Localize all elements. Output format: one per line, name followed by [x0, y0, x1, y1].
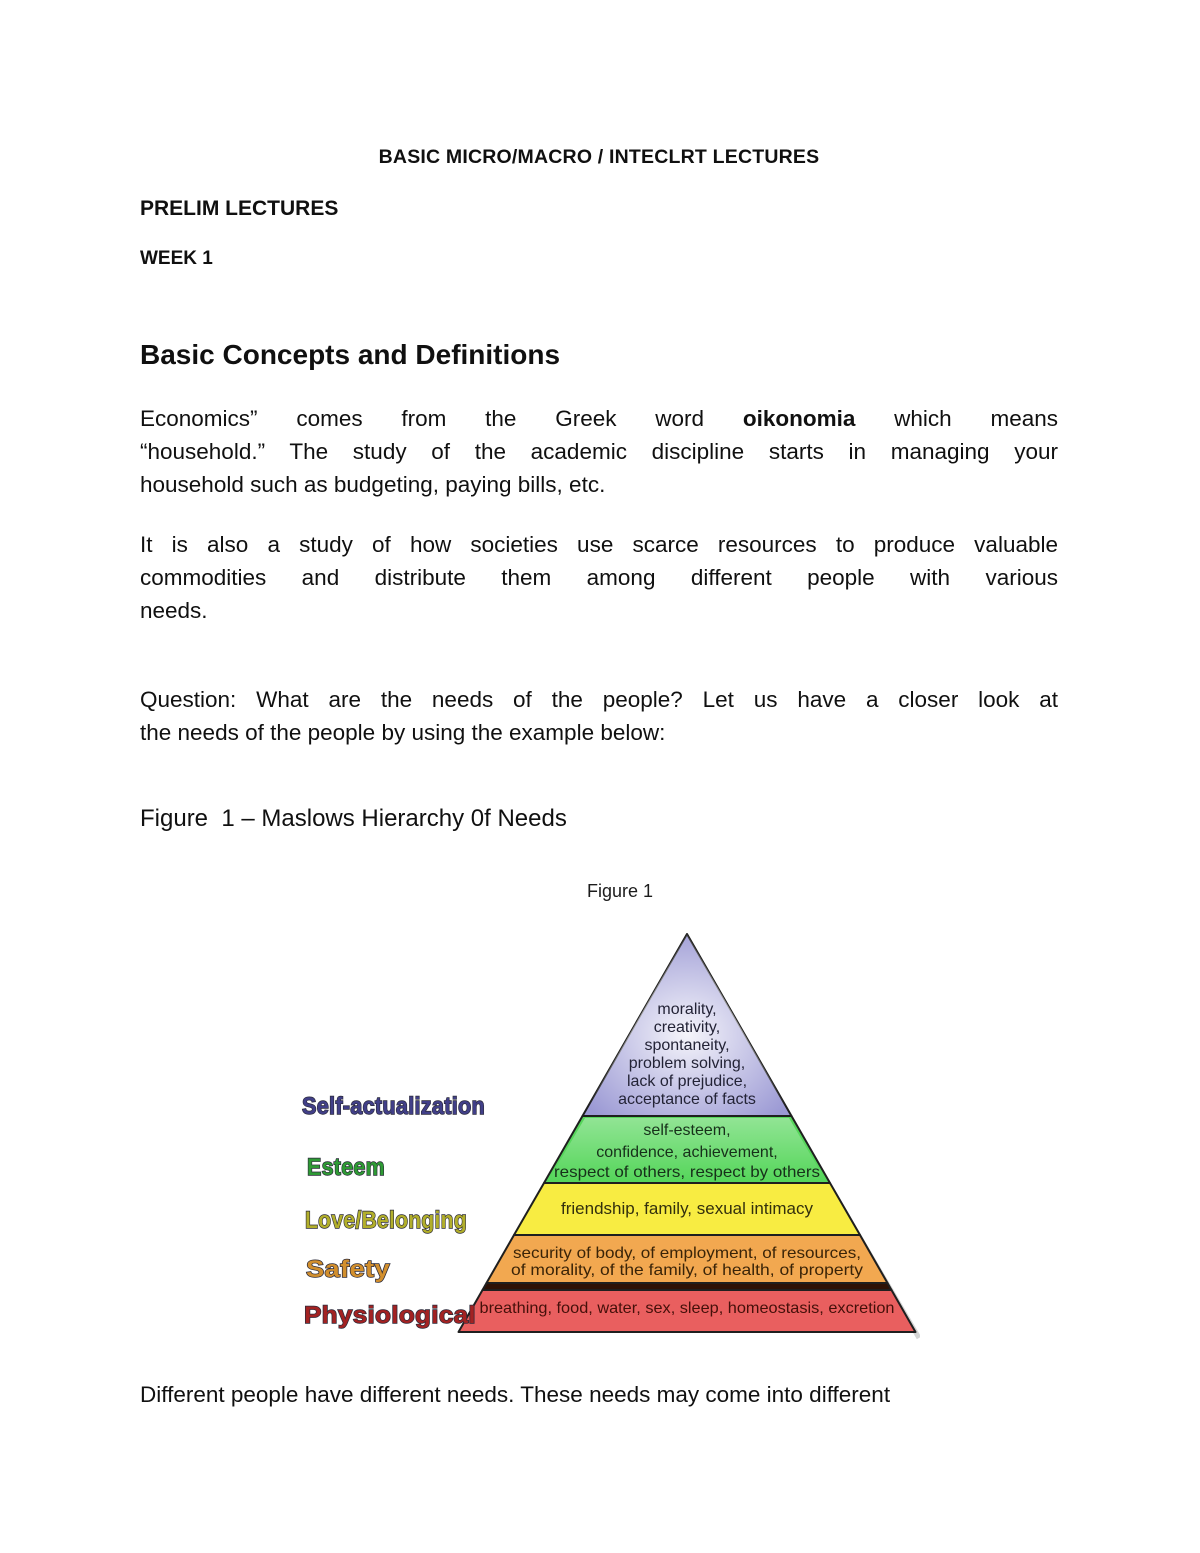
paragraph-line: needs.: [140, 598, 208, 623]
band-text-line: acceptance of facts: [618, 1091, 756, 1108]
maslow-pyramid-figure: [280, 862, 920, 1340]
paragraph-question: [140, 683, 1058, 749]
paragraph-line: [140, 402, 1058, 435]
love-belonging-items: [561, 1199, 813, 1218]
band-text-line: security of body, of employment, of resources,: [513, 1245, 861, 1262]
paragraph-line: “household.” The study of the academic discipline starts in managing your: [140, 439, 1058, 464]
paragraph-line: commodities and distribute them among different people with various: [140, 565, 1058, 590]
bold-oikonomia: oikonomia: [742, 406, 856, 431]
band-text-line: of morality, of the family, of health, of property: [511, 1262, 863, 1279]
figure-caption: Figure 1: [586, 881, 654, 901]
paragraph-text: Economics” comes from the Greek word: [140, 406, 743, 431]
paragraph-text: which means: [855, 406, 1058, 431]
section-heading: Basic Concepts and Definitions: [140, 339, 561, 370]
band-text-line: breathing, food, water, sex, sleep, homeostasis, excretion: [479, 1300, 895, 1317]
label-safety: Safety: [306, 1256, 391, 1283]
document-title: BASIC MICRO/MACRO / INTECLRT LECTURES: [378, 146, 820, 168]
paragraph-line: It is also a study of how societies use scarce resources to produce valuable: [140, 532, 1058, 557]
closing-paragraph: Different people have different needs. These needs may come into different: [140, 1382, 891, 1407]
band-text-line: creativity,: [653, 1019, 721, 1036]
band-separator-line: [483, 1283, 892, 1290]
band-text-line: friendship, family, sexual intimacy: [561, 1199, 813, 1218]
band-text-line: respect of others, respect by others: [554, 1164, 820, 1181]
label-physiological: Physiological: [304, 1302, 476, 1329]
band-text-line: self-esteem,: [643, 1122, 731, 1139]
physiological-items: [480, 1300, 895, 1317]
label-self-actualization: Self-actualization: [302, 1093, 485, 1120]
label-love-belonging: Love/Belonging: [305, 1207, 467, 1234]
band-text-line: problem solving,: [628, 1055, 746, 1072]
label-esteem: Esteem: [307, 1154, 385, 1181]
paragraph-line: household such as budgeting, paying bills, etc.: [140, 472, 606, 497]
safety-items: [511, 1245, 863, 1279]
paragraph-line: Question: What are the needs of the people? Let us have a closer look at: [140, 687, 1058, 712]
band-text-line: spontaneity,: [644, 1037, 730, 1054]
figure-1-title-line: Figure 1 – Maslows Hierarchy 0f Needs: [140, 805, 567, 832]
band-text-line: morality,: [657, 1001, 717, 1018]
band-text-line: confidence, achievement,: [596, 1144, 778, 1161]
band-text-line: lack of prejudice,: [626, 1073, 748, 1090]
week-heading: WEEK 1: [140, 248, 213, 269]
paragraph-scarce-resources: [140, 528, 1058, 627]
paragraph-line: the needs of the people by using the example below:: [140, 720, 666, 745]
paragraph-economics: [140, 402, 1058, 501]
prelim-lectures-heading: PRELIM LECTURES: [140, 197, 339, 220]
